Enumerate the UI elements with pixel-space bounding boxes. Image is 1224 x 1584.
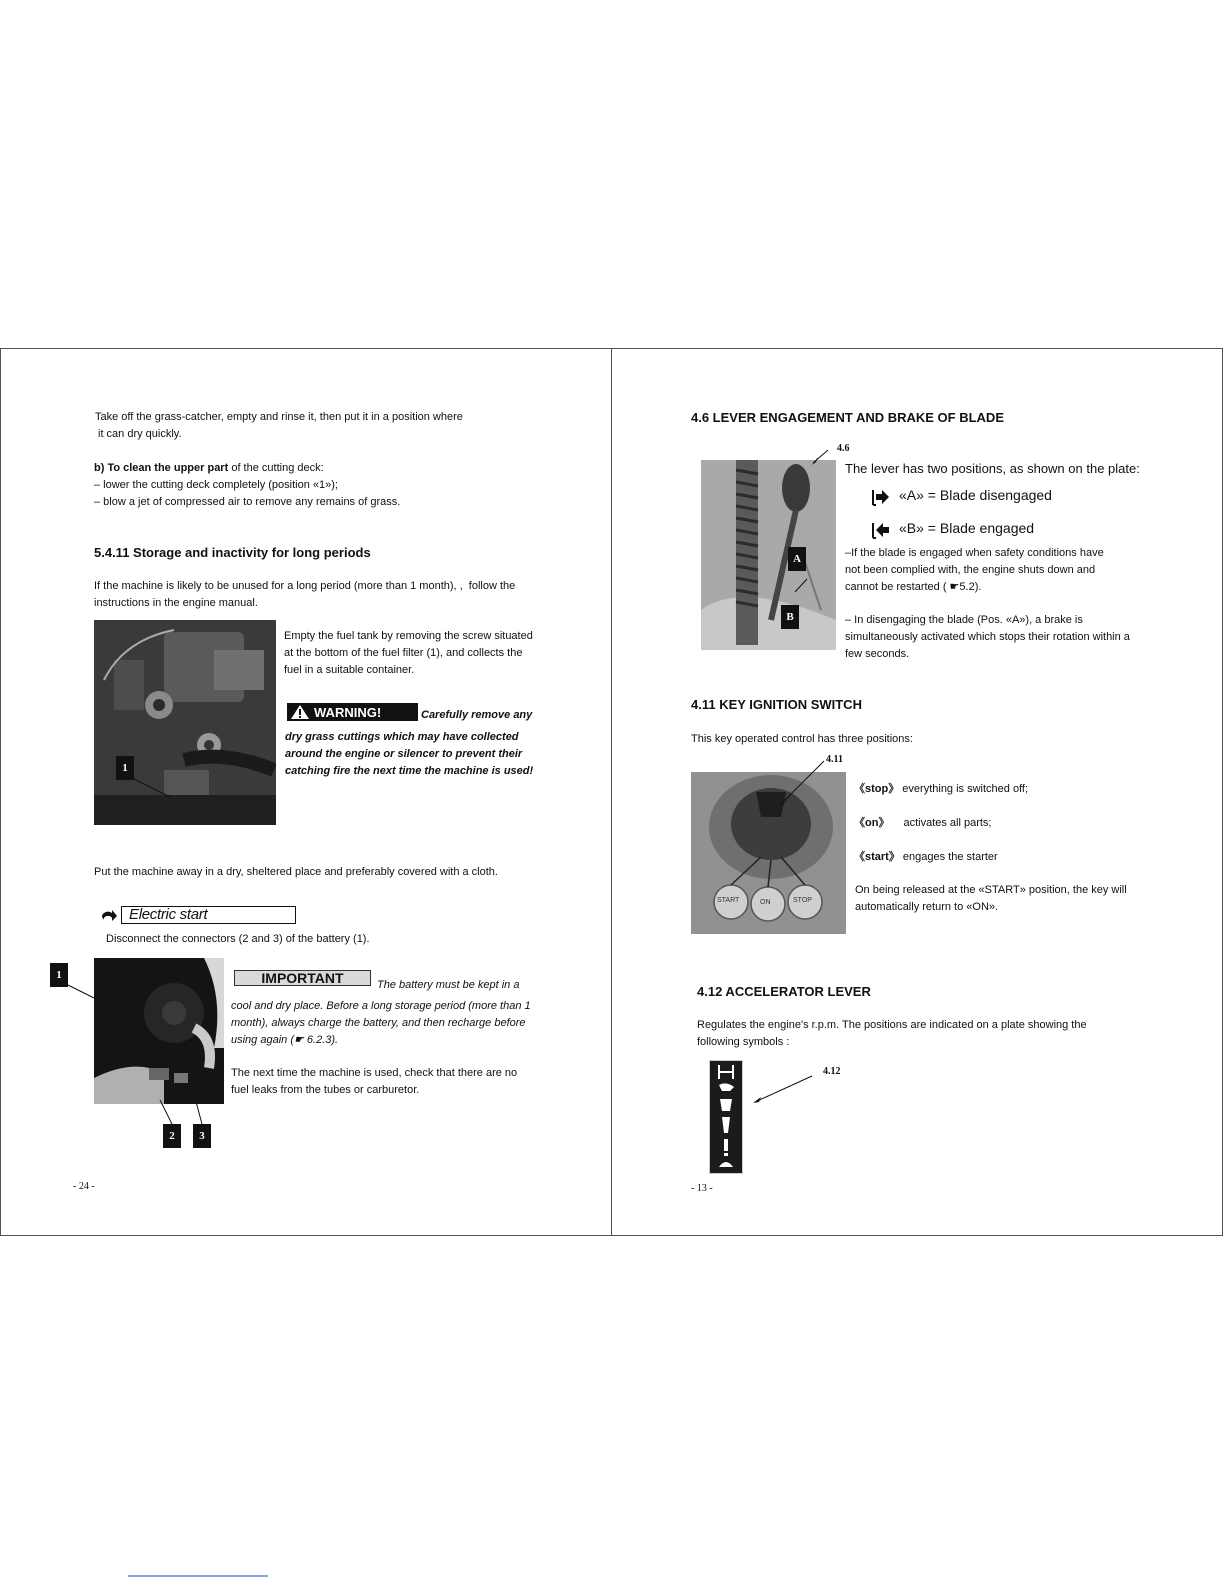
on-desc: activates all parts; <box>903 817 992 829</box>
battery-photo <box>94 958 224 1104</box>
warning-line-3: around the engine or silencer to prevent their <box>285 748 523 760</box>
start-desc: engages the starter <box>902 851 998 863</box>
lever-callout-b: B <box>781 605 799 629</box>
release-line-1: On being released at the «START» position, the key will <box>855 884 1127 896</box>
engaged-line-3: cannot be restarted ( ☛5.2). <box>845 581 982 593</box>
page-divider <box>611 348 612 1236</box>
bullet-blow-air: – blow a jet of compressed air to remove any remains of grass. <box>94 496 401 508</box>
next-time-line-2: fuel leaks from the tubes or carburetor. <box>231 1084 420 1096</box>
accelerator-line-2: following symbols : <box>697 1036 790 1048</box>
position-b-text: «B» = Blade engaged <box>899 520 1035 536</box>
fuel-line-3: fuel in a suitable container. <box>284 664 415 676</box>
start-position <box>854 849 998 866</box>
bullet-lower-deck: – lower the cutting deck completely (position «1»); <box>94 479 338 491</box>
brake-line-3: few seconds. <box>845 648 910 660</box>
intro-line-2: it can dry quickly. <box>98 428 182 440</box>
battery-callout-3: 3 <box>193 1124 211 1148</box>
battery-callout-2: 2 <box>163 1124 181 1148</box>
engaged-line-1: –If the blade is engaged when safety conditions have <box>845 547 1104 559</box>
important-line-4: using again (☛ 6.2.3). <box>231 1034 339 1046</box>
fig-4-12-label: 4.12 <box>823 1066 841 1077</box>
stop-desc: everything is switched off; <box>902 783 1029 795</box>
next-time-line-1: The next time the machine is used, check that there are no <box>231 1067 518 1079</box>
warning-line-4: catching fire the next time the machine is used! <box>285 765 534 777</box>
right-page-number: - 13 - <box>691 1183 713 1194</box>
storage-line-2: instructions in the engine manual. <box>94 597 258 609</box>
warning-label: WARNING! <box>314 704 382 720</box>
fuel-line-2: at the bottom of the fuel filter (1), and collects the <box>284 647 523 659</box>
important-line-3: month), always charge the battery, and then recharge before <box>231 1017 526 1029</box>
storage-line-1: If the machine is likely to be unused for a long period (more than 1 month), , follow the <box>94 580 516 592</box>
on-label: 《on》 <box>854 817 890 829</box>
fuel-filter-photo <box>94 620 276 825</box>
position-a-text: «A» = Blade disengaged <box>899 487 1052 503</box>
key-switch-photo <box>691 772 846 934</box>
lever-heading: 4.6 LEVER ENGAGEMENT AND BRAKE OF BLADE <box>691 410 1004 425</box>
put-away-line: Put the machine away in a dry, sheltered place and preferably covered with a cloth. <box>94 866 498 878</box>
disconnect-line: Disconnect the connectors (2 and 3) of the battery (1). <box>106 933 370 945</box>
release-line-2: automatically return to «ON». <box>855 901 999 913</box>
engaged-line-2: not been complied with, the engine shuts down and <box>845 564 1096 576</box>
on-position <box>854 815 992 832</box>
battery-callout-1: 1 <box>50 963 68 987</box>
warning-triangle-icon <box>290 704 310 720</box>
important-badge: IMPORTANT <box>234 970 371 986</box>
warning-line-2: dry grass cuttings which may have collected <box>285 731 519 743</box>
key-heading: 4.11 KEY IGNITION SWITCH <box>691 697 862 712</box>
lever-callout-a: A <box>788 547 806 571</box>
disengage-arrow-icon <box>872 489 890 506</box>
left-page-number: - 24 - <box>73 1181 95 1192</box>
brake-line-2: simultaneously activated which stops their rotation within a <box>845 631 1130 643</box>
key-plate-start: START <box>717 897 740 904</box>
stop-label: 《stop》 <box>854 783 900 795</box>
important-line-1: The battery must be kept in a <box>377 979 520 991</box>
upper-part-bold: b) To clean the upper part <box>94 462 229 474</box>
electric-start-title: Electric start <box>121 906 296 924</box>
accelerator-heading: 4.12 ACCELERATOR LEVER <box>697 984 871 999</box>
brake-line-1: – In disengaging the blade (Pos. «A»), a brake is <box>845 614 1083 626</box>
upper-part-rest: of the cutting deck: <box>228 462 324 474</box>
warning-badge <box>287 703 418 721</box>
intro-line-1: Take off the grass-catcher, empty and rinse it, then put it in a position where <box>95 411 463 423</box>
accelerator-line-1: Regulates the engine's r.p.m. The positions are indicated on a plate showing the <box>697 1019 1087 1031</box>
storage-heading: 5.4.11 Storage and inactivity for long periods <box>94 545 371 560</box>
key-intro: This key operated control has three positions: <box>691 733 913 745</box>
warning-line-1: Carefully remove any <box>421 709 533 721</box>
fuel-callout-1: 1 <box>116 756 134 780</box>
fuel-line-1: Empty the fuel tank by removing the screw situated <box>284 630 533 642</box>
fig-4-11-label: 4.11 <box>826 754 843 765</box>
key-plate-stop: STOP <box>793 897 812 904</box>
upper-part-line <box>94 460 324 477</box>
accelerator-plate <box>709 1060 743 1174</box>
lever-photo <box>701 460 836 650</box>
stop-position <box>854 781 1028 798</box>
engage-arrow-icon <box>872 522 890 539</box>
fig-4-6-label: 4.6 <box>837 443 850 454</box>
key-plate-on: ON <box>760 899 771 906</box>
arrow-right-icon <box>101 910 117 924</box>
start-label: 《start》 <box>854 851 900 863</box>
important-line-2: cool and dry place. Before a long storage period (more than 1 <box>231 1000 531 1012</box>
lever-intro: The lever has two positions, as shown on the plate: <box>845 461 1140 476</box>
